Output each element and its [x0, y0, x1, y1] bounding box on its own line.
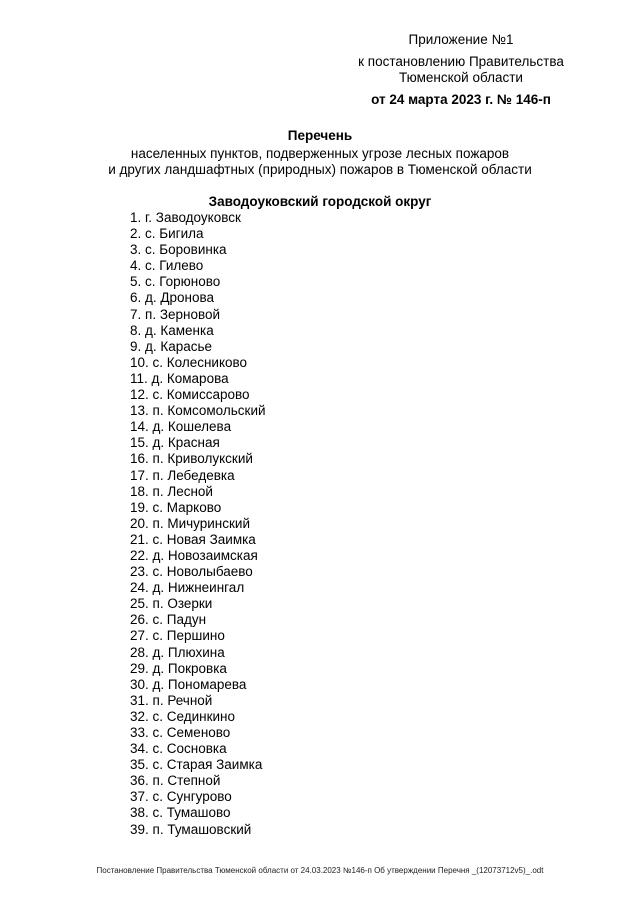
settlement-item: 11. д. Комарова	[130, 370, 229, 386]
appendix-line-2: Тюменской области	[399, 70, 523, 85]
settlement-item: 21. с. Новая Заимка	[130, 531, 256, 547]
appendix-title: Приложение №1	[408, 32, 514, 47]
settlement-item: 17. п. Лебедевка	[130, 467, 235, 483]
settlement-item: 16. п. Криволукский	[130, 451, 253, 467]
settlement-item: 19. с. Марково	[130, 499, 222, 515]
appendix-line-1: к постановлению Правительства	[358, 54, 564, 69]
settlement-item: 18. п. Лесной	[130, 483, 213, 499]
settlement-item: 38. с. Тумашово	[130, 805, 231, 821]
settlement-item: 7. п. Зерновой	[130, 306, 221, 322]
settlement-item: 9. д. Карасье	[130, 338, 213, 354]
settlement-item: 33. с. Семеново	[130, 725, 231, 740]
settlement-item: 24. д. Нижнеингал	[130, 580, 245, 596]
settlement-item: 35. с. Старая Заимка	[130, 757, 263, 773]
settlement-item: 4. с. Гилево	[130, 258, 204, 274]
document-title: Перечень	[287, 128, 353, 143]
settlement-item: 34. с. Сосновка	[130, 741, 227, 757]
settlement-list	[130, 210, 266, 838]
document-subtitle-line-1: населенных пунктов, подверженных угрозе лесных пожаров	[130, 146, 510, 161]
settlement-item: 30. д. Пономарева	[130, 676, 247, 692]
settlement-item: 25. п. Озерки	[130, 596, 213, 612]
settlement-item: 26. с. Падун	[130, 612, 207, 628]
settlement-item: 13. п. Комсомольский	[130, 403, 266, 419]
district-heading: Заводоуковский городской округ	[208, 194, 432, 209]
settlement-item: 37. с. Сунгурово	[130, 789, 232, 805]
settlement-item: 12. с. Комиссарово	[130, 387, 250, 403]
settlement-item: 28. д. Плюхина	[130, 644, 225, 660]
document-subtitle-line-2: и других ландшафтных (природных) пожаров в Тюменской области	[108, 162, 532, 177]
settlement-item: 15. д. Красная	[130, 435, 220, 451]
settlement-item: 36. п. Степной	[130, 773, 221, 789]
document-footer: Постановление Правительства Тюменской области от 24.03.2023 №146-п Об утверждении Перечня _(12073712v5)_.odt	[96, 866, 544, 875]
settlement-item: 32. с. Сединкино	[130, 708, 236, 724]
settlement-item: 23. с. Новолыбаево	[130, 564, 253, 580]
settlement-item: 27. с. Першино	[130, 628, 225, 644]
settlement-item: 39. п. Тумашовский	[130, 821, 252, 837]
settlement-item: 2. с. Бигила	[130, 226, 204, 242]
settlement-item: 29. д. Покровка	[130, 660, 227, 676]
settlement-item: 20. п. Мичуринский	[130, 515, 250, 531]
settlement-item: 22. д. Новозаимская	[130, 547, 258, 563]
settlement-item: 31. п. Речной	[130, 692, 213, 708]
settlement-item: 1. г. Заводоуковск	[130, 210, 241, 225]
settlement-item: 8. д. Каменка	[130, 322, 214, 338]
settlement-item: 3. с. Боровинка	[130, 242, 227, 258]
appendix-date: от 24 марта 2023 г. № 146-п	[371, 92, 551, 107]
settlement-item: 10. с. Колесниково	[130, 354, 248, 370]
settlement-item: 14. д. Кошелева	[130, 419, 232, 435]
settlement-item: 6. д. Дронова	[130, 290, 215, 306]
settlement-item: 5. с. Горюново	[130, 274, 221, 290]
